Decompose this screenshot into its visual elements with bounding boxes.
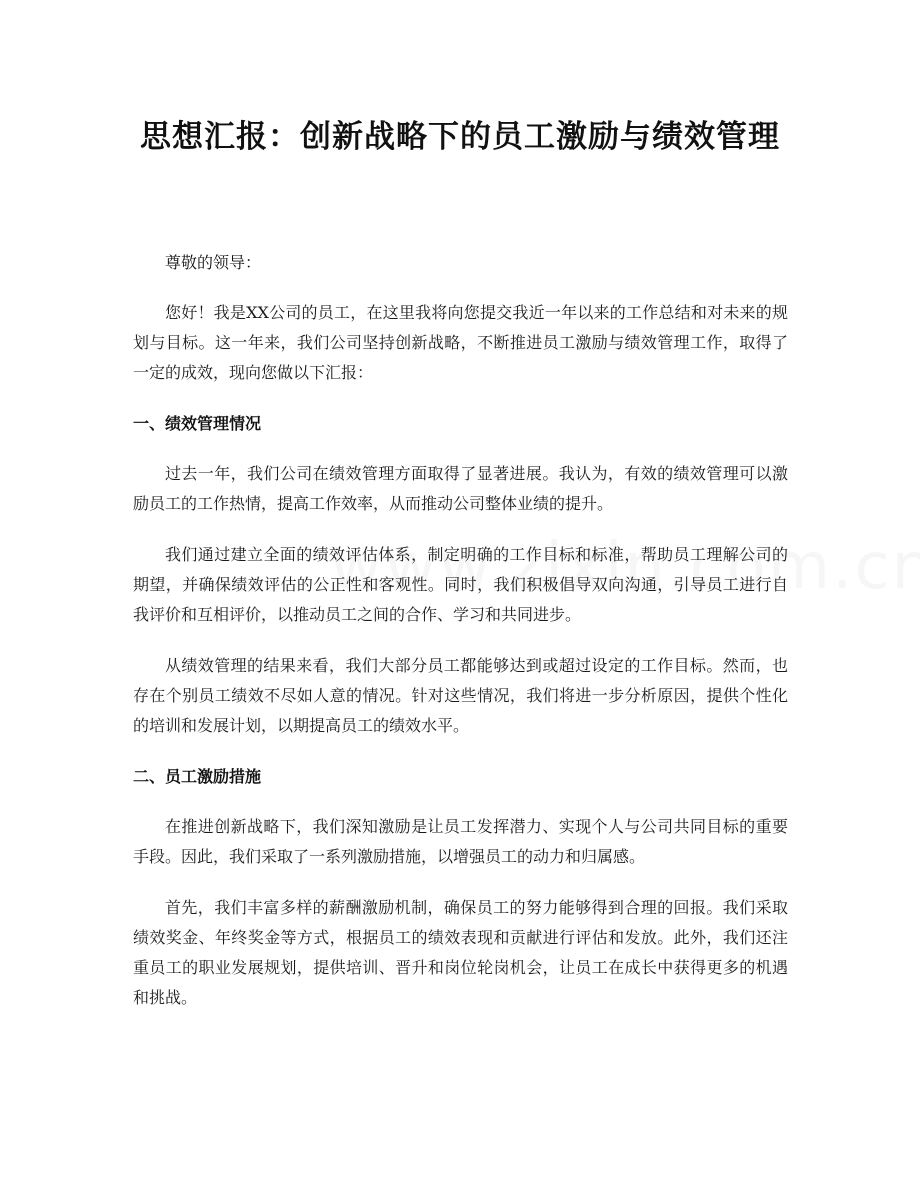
intro-paragraph: 您好！我是XX公司的员工，在这里我将向您提交我近一年以来的工作总结和对未来的规划与目标。这一年来，我们公司坚持创新战略，不断推进员工激励与绩效管理工作，取得了一定的成效，现向您做以下汇报： — [133, 303, 788, 382]
paragraph: 过去一年，我们公司在绩效管理方面取得了显著进展。我认为，有效的绩效管理可以激励员工的工作热情，提高工作效率，从而推动公司整体业绩的提升。 — [133, 464, 788, 513]
paragraph: 首先，我们丰富多样的薪酬激励机制，确保员工的努力能够得到合理的回报。我们采取绩效奖金、年终奖金等方式，根据员工的绩效表现和贡献进行评估和发放。此外，我们还注重员工的职业发展规划，提供培训、晋升和岗位轮岗机会，让员工在成长中获得更多的机遇和挑战。 — [133, 898, 788, 1007]
section-heading-performance: 一、绩效管理情况 — [133, 414, 262, 433]
paragraph: 我们通过建立全面的绩效评估体系，制定明确的工作目标和标准，帮助员工理解公司的期望，并确保绩效评估的公正性和客观性。同时，我们积极倡导双向沟通，引导员工进行自我评价和互相评价，以推动员工之间的合作、学习和共同进步。 — [133, 545, 788, 624]
section-heading-incentives: 二、员工激励措施 — [133, 767, 262, 786]
salutation: 尊敬的领导： — [165, 253, 262, 272]
paragraph: 在推进创新战略下，我们深知激励是让员工发挥潜力、实现个人与公司共同目标的重要手段。因此，我们采取了一系列激励措施，以增强员工的动力和归属感。 — [133, 817, 788, 866]
document-title: 思想汇报：创新战略下的员工激励与绩效管理 — [140, 119, 780, 155]
document-body — [133, 248, 788, 1013]
paragraph: 从绩效管理的结果来看，我们大部分员工都能够达到或超过设定的工作目标。然而，也存在个别员工绩效不尽如人意的情况。针对这些情况，我们将进一步分析原因，提供个性化的培训和发展计划，以期提高员工的绩效水平。 — [133, 656, 788, 735]
